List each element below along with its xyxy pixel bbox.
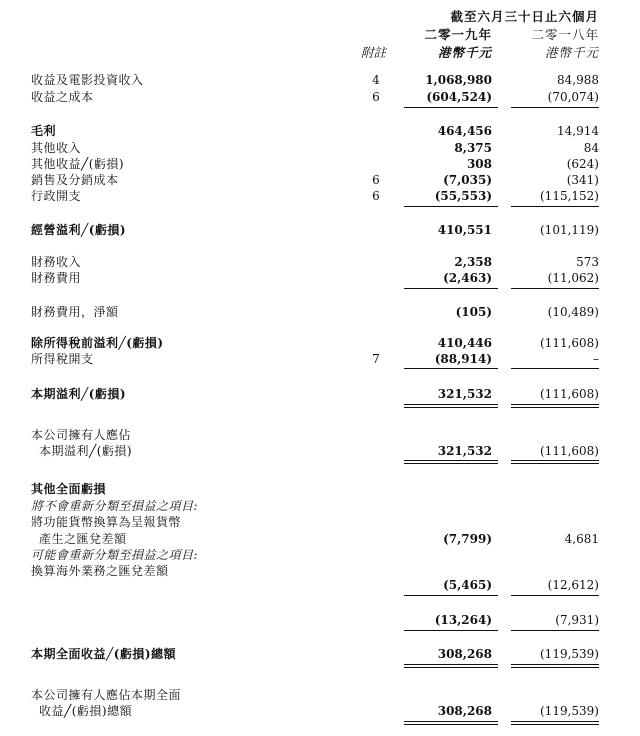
table-row bbox=[0, 703, 640, 720]
value-2019: 410,551 bbox=[437, 223, 492, 237]
table-row bbox=[0, 172, 640, 189]
value-2018: (70,074) bbox=[547, 90, 599, 104]
value-2019: 321,532 bbox=[437, 444, 492, 458]
row-label: 本公司擁有人應佔 bbox=[31, 428, 132, 442]
underline-rule bbox=[511, 368, 599, 369]
year-2018-heading: 二零一八年 bbox=[531, 27, 599, 42]
table-row bbox=[0, 140, 640, 157]
underline-rule bbox=[511, 107, 599, 108]
note-column-heading: 附註 bbox=[361, 45, 387, 60]
row-note: 6 bbox=[372, 90, 380, 104]
value-2019: (13,264) bbox=[434, 613, 492, 627]
underline-rule bbox=[511, 404, 599, 405]
underline-rule bbox=[511, 460, 599, 461]
row-label: 其他全面虧損 bbox=[31, 482, 107, 496]
value-2019: 308 bbox=[466, 157, 492, 171]
table-row bbox=[0, 386, 640, 403]
underline-rule bbox=[404, 368, 498, 369]
row-label: 本期溢利╱(虧損) bbox=[31, 387, 127, 401]
row-label: 其他收入 bbox=[31, 141, 82, 155]
table-row bbox=[0, 646, 640, 663]
table-row bbox=[0, 481, 640, 498]
row-label: 其他收益╱(虧損) bbox=[31, 157, 125, 171]
row-label: 本公司擁有人應佔本期全面 bbox=[31, 688, 182, 702]
row-label: 產生之匯兌差額 bbox=[39, 532, 127, 546]
table-row bbox=[0, 498, 640, 515]
row-label: 財務費用 bbox=[31, 271, 82, 285]
underline-rule bbox=[404, 206, 498, 207]
value-2018: (119,539) bbox=[540, 704, 599, 718]
row-note: 4 bbox=[372, 73, 380, 87]
underline-rule bbox=[404, 630, 498, 631]
table-row bbox=[0, 222, 640, 239]
row-label: 經營溢利╱(虧損) bbox=[31, 223, 127, 237]
value-2018: (111,608) bbox=[540, 444, 599, 458]
underline-rule bbox=[404, 724, 498, 725]
underline-rule bbox=[404, 107, 498, 108]
value-2018: – bbox=[593, 352, 599, 366]
row-note: 7 bbox=[372, 352, 380, 366]
value-2019: (604,524) bbox=[426, 90, 492, 104]
underline-rule bbox=[511, 595, 599, 596]
value-2018: (341) bbox=[566, 173, 599, 187]
value-2019: (2,463) bbox=[443, 271, 492, 285]
row-label: 本期全面收益╱(虧損)總額 bbox=[31, 647, 177, 661]
row-label: 收益╱(虧損)總額 bbox=[39, 704, 133, 718]
row-label: 行政開支 bbox=[31, 189, 82, 203]
table-row bbox=[0, 427, 640, 444]
value-2018: (101,119) bbox=[540, 223, 599, 237]
value-2019: (5,465) bbox=[443, 578, 492, 592]
value-2018: 84,988 bbox=[557, 73, 599, 87]
underline-rule bbox=[511, 463, 599, 464]
row-label: 將功能貨幣換算為呈報貨幣 bbox=[31, 515, 182, 529]
unit-2018-heading: 港幣千元 bbox=[544, 45, 599, 60]
table-row bbox=[0, 335, 640, 352]
table-row bbox=[0, 514, 640, 531]
row-label: 除所得稅前溢利╱(虧損) bbox=[31, 336, 164, 350]
table-row bbox=[0, 531, 640, 548]
value-2018: (119,539) bbox=[540, 647, 599, 661]
underline-rule bbox=[511, 288, 599, 289]
year-2019-heading: 二零一九年 bbox=[424, 27, 492, 42]
underline-rule bbox=[404, 667, 498, 668]
underline-rule bbox=[404, 460, 498, 461]
value-2019: 410,446 bbox=[437, 336, 492, 350]
value-2019: (55,553) bbox=[434, 189, 492, 203]
row-label: 將不會重新分類至損益之項目: bbox=[31, 499, 199, 513]
value-2018: (7,931) bbox=[555, 613, 599, 627]
row-label: 毛利 bbox=[31, 124, 57, 138]
value-2018: 14,914 bbox=[557, 124, 599, 138]
value-2018: (12,612) bbox=[547, 578, 599, 592]
value-2018: (11,062) bbox=[547, 271, 599, 285]
row-label: 換算海外業務之匯兌差額 bbox=[31, 564, 169, 578]
table-row bbox=[0, 304, 640, 321]
table-row bbox=[0, 443, 640, 460]
underline-rule bbox=[404, 595, 498, 596]
underline-rule bbox=[511, 407, 599, 408]
underline-rule bbox=[511, 724, 599, 725]
underline-rule bbox=[404, 463, 498, 464]
row-label: 銷售及分銷成本 bbox=[31, 173, 119, 187]
underline-rule bbox=[511, 664, 599, 665]
underline-rule bbox=[511, 630, 599, 631]
underline-rule bbox=[511, 721, 599, 722]
value-2018: (111,608) bbox=[540, 336, 599, 350]
row-note: 6 bbox=[372, 189, 380, 203]
table-row bbox=[0, 577, 640, 594]
table-row bbox=[0, 351, 640, 368]
period-heading: 截至六月三十日止六個月 bbox=[450, 9, 599, 24]
value-2019: (7,799) bbox=[443, 532, 492, 546]
value-2018: 84 bbox=[583, 141, 599, 155]
value-2018: 4,681 bbox=[564, 532, 599, 546]
value-2019: 2,358 bbox=[454, 255, 492, 269]
underline-rule bbox=[511, 667, 599, 668]
table-row bbox=[0, 270, 640, 287]
table-row bbox=[0, 72, 640, 89]
value-2019: 1,068,980 bbox=[425, 73, 492, 87]
value-2019: (7,035) bbox=[443, 173, 492, 187]
value-2019: 308,268 bbox=[437, 647, 492, 661]
row-label: 財務費用，淨額 bbox=[31, 305, 119, 319]
table-row bbox=[0, 123, 640, 140]
table-row bbox=[0, 89, 640, 106]
value-2018: (624) bbox=[566, 157, 599, 171]
value-2019: (88,914) bbox=[434, 352, 492, 366]
table-row bbox=[0, 612, 640, 629]
value-2019: 8,375 bbox=[454, 141, 492, 155]
underline-rule bbox=[404, 664, 498, 665]
value-2019: 321,532 bbox=[437, 387, 492, 401]
row-label: 可能會重新分類至損益之項目: bbox=[31, 548, 199, 562]
value-2018: (10,489) bbox=[547, 305, 599, 319]
value-2019: (105) bbox=[455, 305, 492, 319]
row-label: 本期溢利╱(虧損) bbox=[39, 444, 133, 458]
row-label: 收益之成本 bbox=[31, 90, 94, 104]
value-2019: 464,456 bbox=[437, 124, 492, 138]
row-label: 財務收入 bbox=[31, 255, 82, 269]
value-2018: (115,152) bbox=[540, 189, 599, 203]
table-row bbox=[0, 547, 640, 564]
table-row bbox=[0, 156, 640, 173]
row-label: 所得稅開支 bbox=[31, 352, 94, 366]
table-row bbox=[0, 188, 640, 205]
table-row bbox=[0, 687, 640, 704]
value-2018: 573 bbox=[576, 255, 599, 269]
underline-rule bbox=[511, 206, 599, 207]
value-2019: 308,268 bbox=[437, 704, 492, 718]
unit-2019-heading: 港幣千元 bbox=[437, 45, 492, 60]
underline-rule bbox=[404, 407, 498, 408]
table-row bbox=[0, 254, 640, 271]
underline-rule bbox=[404, 288, 498, 289]
underline-rule bbox=[404, 721, 498, 722]
value-2018: (111,608) bbox=[540, 387, 599, 401]
row-note: 6 bbox=[372, 173, 380, 187]
underline-rule bbox=[404, 404, 498, 405]
row-label: 收益及電影投資收入 bbox=[31, 73, 144, 87]
